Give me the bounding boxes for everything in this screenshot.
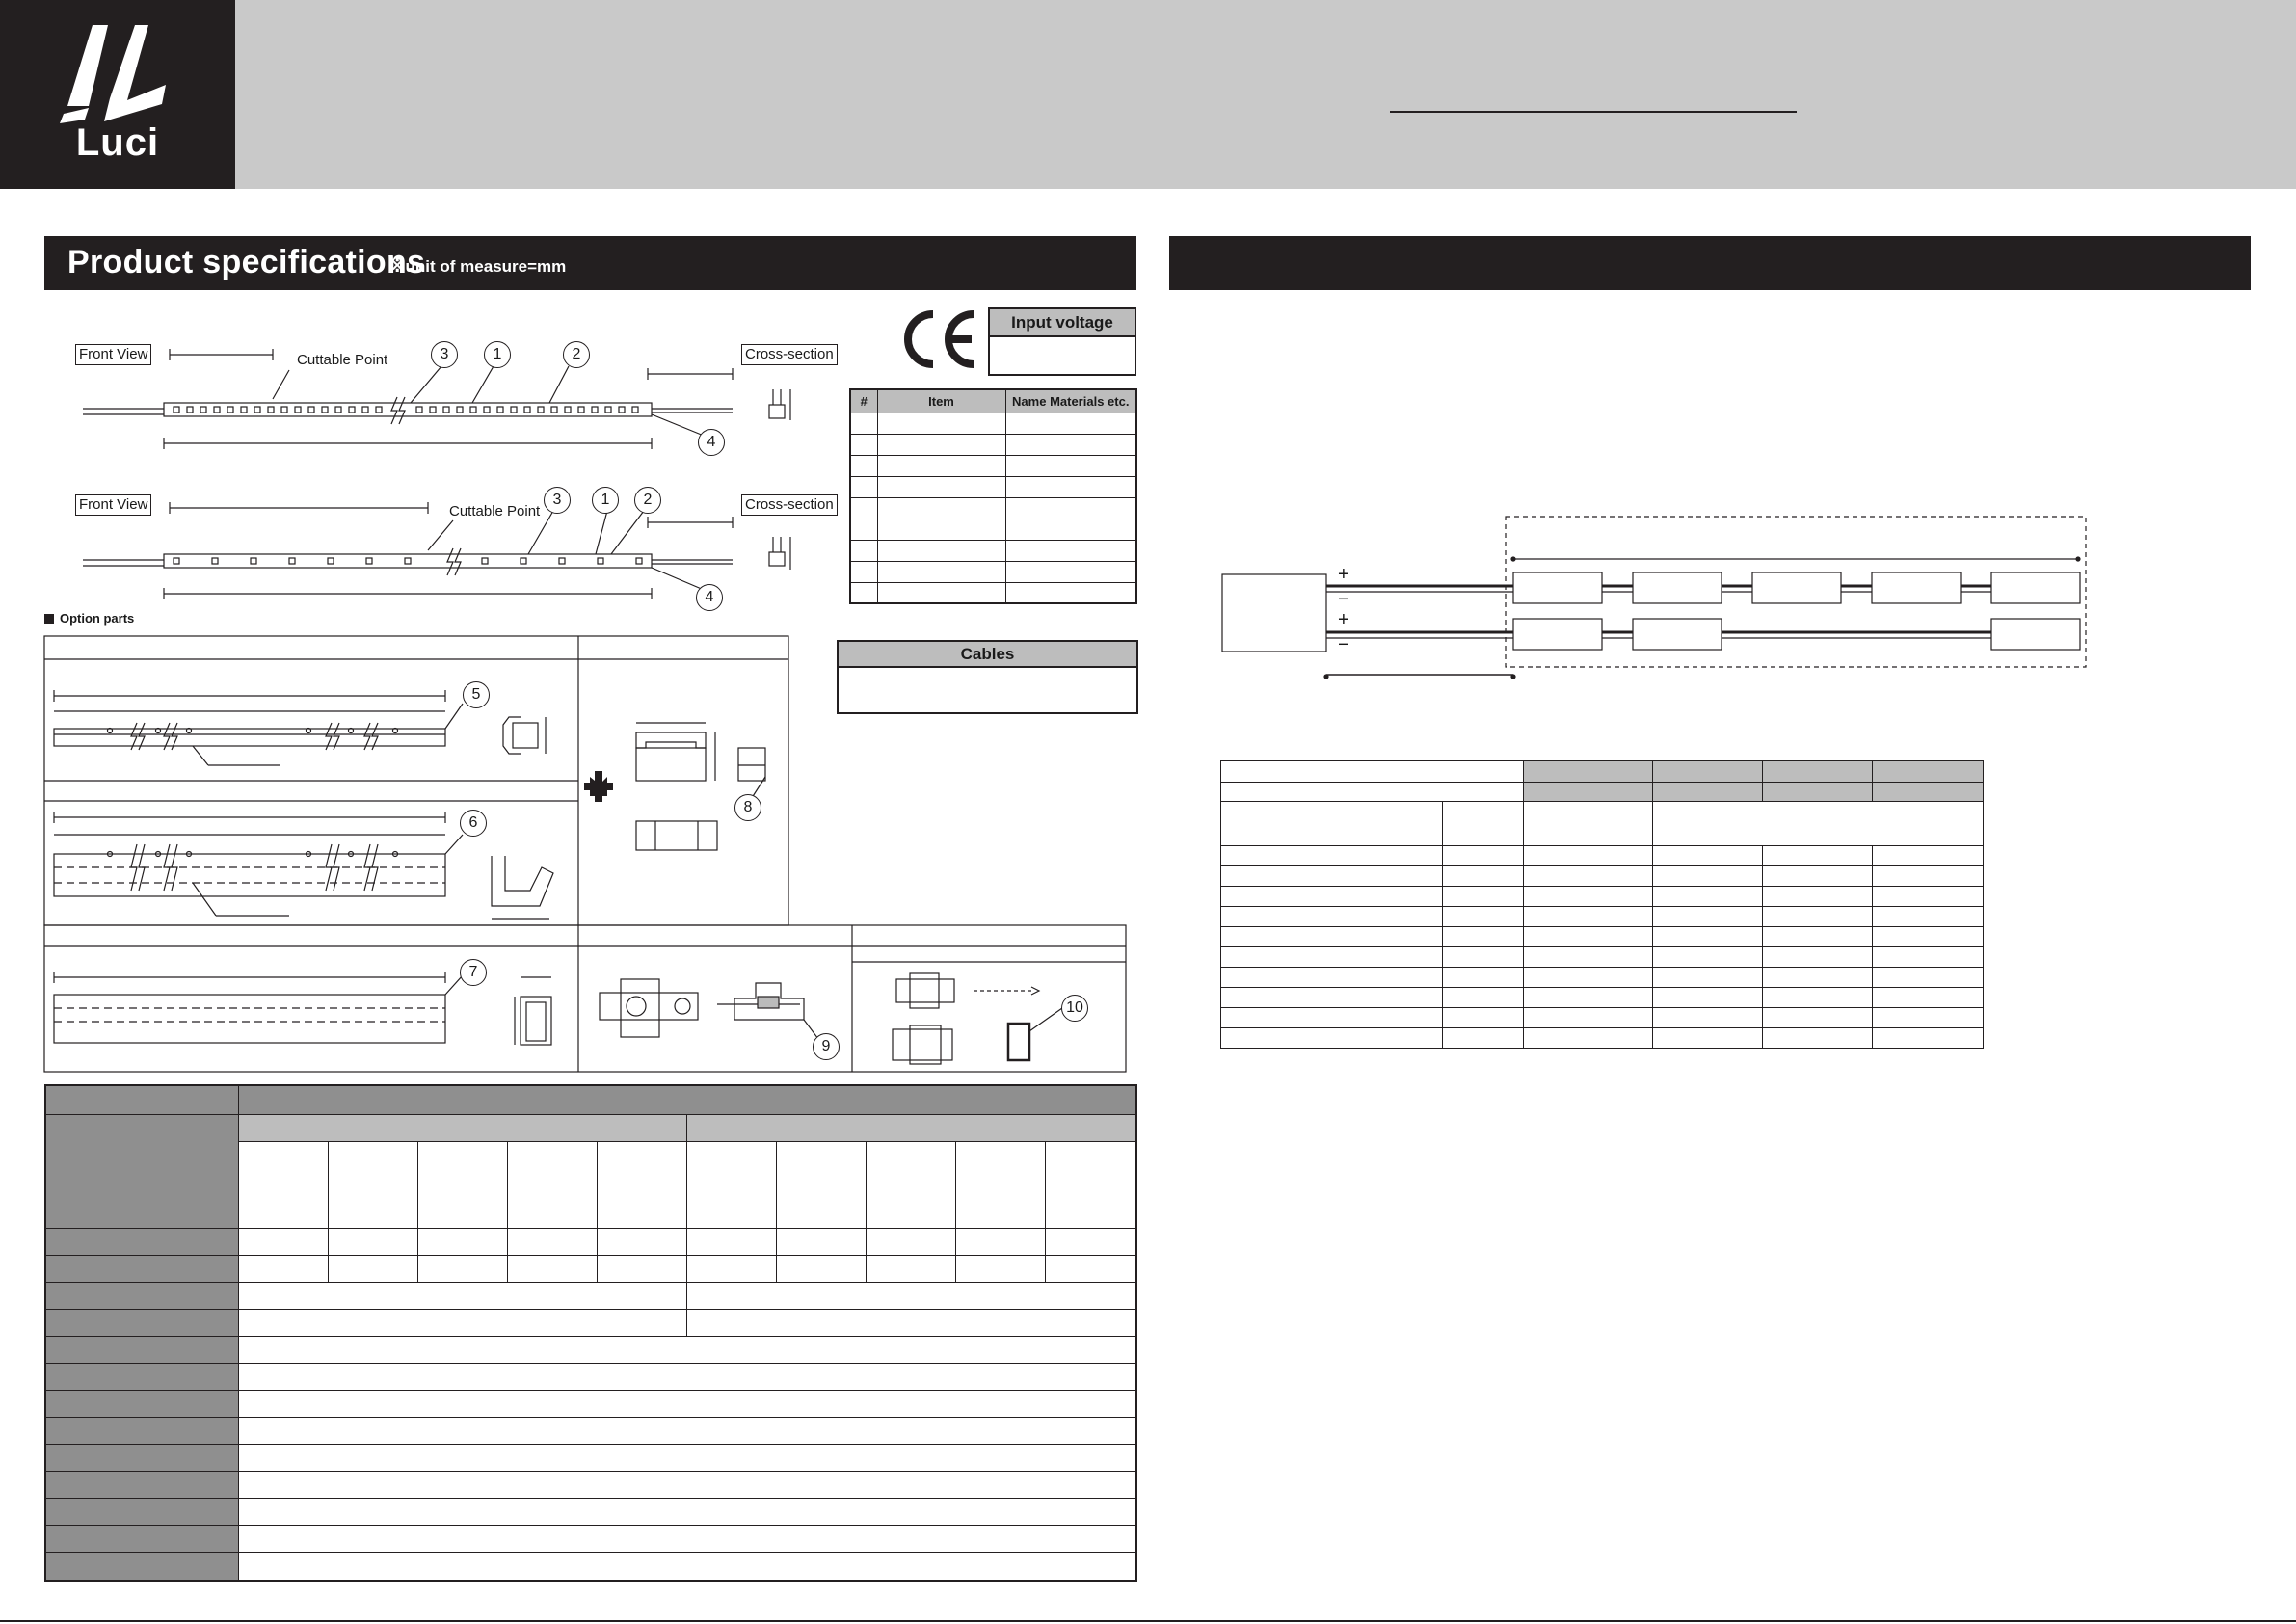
connector-10-drawing	[893, 973, 1062, 1064]
led-chip	[362, 407, 368, 413]
col-header-materials: Name Materials etc.	[1005, 389, 1136, 413]
table-row	[850, 476, 1136, 497]
led-chip	[592, 407, 598, 413]
table-row	[850, 582, 1136, 603]
cables-box	[837, 640, 1138, 714]
mounting-clip-9-drawing	[600, 979, 821, 1043]
led-chip	[497, 407, 503, 413]
callout-7: 7	[460, 959, 487, 986]
led-chip	[565, 407, 571, 413]
led-chip	[484, 407, 490, 413]
led-chip	[268, 407, 274, 413]
callout-4: 4	[698, 429, 725, 456]
led-chip	[538, 407, 544, 413]
option-parts-title: Option parts	[60, 611, 135, 626]
wiring-diagram	[1222, 517, 2086, 679]
led-chip	[430, 407, 436, 413]
led-chip	[328, 558, 334, 564]
cross-section-label-1: Cross-section	[741, 344, 838, 365]
table-row	[45, 1363, 1136, 1390]
ce-mark-icon	[896, 306, 977, 372]
callout-5: 5	[463, 681, 490, 708]
table-row	[1221, 802, 1984, 846]
led-chip	[632, 407, 638, 413]
led-chip	[227, 407, 233, 413]
led-chip	[457, 407, 463, 413]
table-row	[1221, 947, 1984, 968]
spec-table	[44, 1084, 1137, 1582]
led-chip	[349, 407, 355, 413]
led-chip	[511, 407, 517, 413]
cross-section-label-2: Cross-section	[741, 494, 838, 516]
front-view-label-2: Front View	[75, 494, 151, 516]
led-chip	[524, 407, 530, 413]
callout-2: 2	[563, 341, 590, 368]
table-row	[45, 1282, 1136, 1309]
endcap-8-drawing	[584, 723, 765, 850]
table-row	[45, 1525, 1136, 1552]
table-row	[850, 497, 1136, 519]
callout-3: 3	[431, 341, 458, 368]
table-row	[1221, 968, 1984, 988]
callout-6: 6	[460, 810, 487, 837]
input-voltage-box	[988, 307, 1136, 376]
led-chip	[295, 407, 301, 413]
led-chip	[174, 407, 179, 413]
led-chip	[322, 407, 328, 413]
table-row	[850, 561, 1136, 582]
brand-name: Luci	[75, 121, 160, 164]
table-row	[850, 455, 1136, 476]
wiring-plus-1: +	[1338, 564, 1349, 585]
led-chip	[308, 407, 314, 413]
wiring-plus-2: +	[1338, 609, 1349, 630]
performance-table	[1220, 760, 1984, 1049]
col-header-item: Item	[877, 389, 1005, 413]
input-voltage-label: Input voltage	[990, 309, 1135, 337]
led-chip	[281, 407, 287, 413]
table-row	[45, 1228, 1136, 1255]
unit-note: ※unit of measure=mm	[389, 257, 567, 276]
callout-8: 8	[734, 794, 761, 821]
led-chip	[559, 558, 565, 564]
wiring-minus-1: −	[1338, 589, 1349, 610]
led-chip	[212, 558, 218, 564]
led-chip	[636, 558, 642, 564]
led-chip	[335, 407, 341, 413]
parts-table	[849, 388, 1137, 604]
led-chip	[200, 407, 206, 413]
front-view-2-drawing	[83, 502, 790, 599]
callout-10: 10	[1061, 995, 1088, 1022]
table-row	[1221, 988, 1984, 1008]
led-chip	[214, 407, 220, 413]
table-row	[1221, 846, 1984, 866]
led-chip	[187, 407, 193, 413]
callout-4: 4	[696, 584, 723, 611]
table-row	[850, 434, 1136, 455]
front-view-label-1: Front View	[75, 344, 151, 365]
led-chip	[443, 407, 449, 413]
led-chip	[366, 558, 372, 564]
table-row	[1221, 866, 1984, 887]
led-chip	[551, 407, 557, 413]
callout-1: 1	[592, 487, 619, 514]
callout-1: 1	[484, 341, 511, 368]
led-chip	[376, 407, 382, 413]
callout-9: 9	[813, 1033, 840, 1060]
table-row	[1221, 887, 1984, 907]
section-title: Product specifications	[67, 244, 426, 280]
table-row	[850, 519, 1136, 540]
led-chip	[619, 407, 625, 413]
option-parts-bullet	[44, 614, 54, 624]
led-chip	[605, 407, 611, 413]
table-row	[45, 1498, 1136, 1525]
led-chip	[598, 558, 603, 564]
cables-label: Cables	[839, 642, 1136, 668]
led-chip	[578, 407, 584, 413]
led-chip	[254, 407, 260, 413]
table-row	[45, 1471, 1136, 1498]
table-row	[45, 1417, 1136, 1444]
table-row	[1221, 907, 1984, 927]
page-bottom-rule	[0, 1620, 2296, 1622]
led-chip	[405, 558, 411, 564]
table-row	[1221, 1008, 1984, 1028]
table-row	[1221, 1028, 1984, 1049]
table-row	[850, 540, 1136, 561]
table-row	[45, 1309, 1136, 1336]
led-chip	[241, 407, 247, 413]
table-row	[45, 1444, 1136, 1471]
table-row	[45, 1336, 1136, 1363]
table-row	[850, 413, 1136, 434]
led-chip	[174, 558, 179, 564]
col-header-number: #	[850, 389, 877, 413]
led-chip	[289, 558, 295, 564]
callout-2: 2	[634, 487, 661, 514]
led-chip	[521, 558, 526, 564]
table-row	[45, 1390, 1136, 1417]
cuttable-point-label-2: Cuttable Point	[449, 503, 541, 519]
led-chip	[416, 407, 422, 413]
led-chip	[482, 558, 488, 564]
table-row	[45, 1552, 1136, 1581]
cuttable-point-label-1: Cuttable Point	[297, 352, 388, 368]
ce-mark	[896, 306, 977, 372]
led-chip	[470, 407, 476, 413]
table-row	[1221, 927, 1984, 947]
callout-3: 3	[544, 487, 571, 514]
table-row	[45, 1255, 1136, 1282]
wiring-minus-2: −	[1338, 634, 1349, 655]
led-chip	[251, 558, 256, 564]
